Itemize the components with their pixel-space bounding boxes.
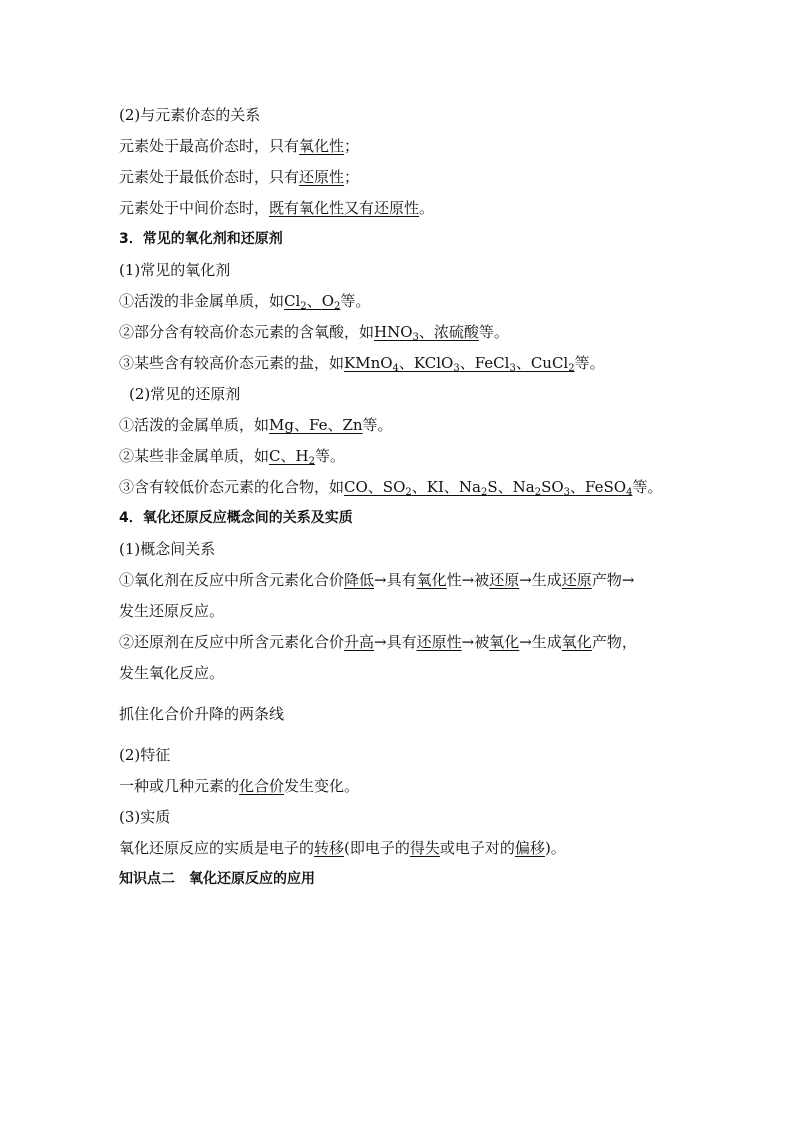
oxidant-item-3: ③某些含有较高价态元素的盐，如KMnO$_4$、KClO$_3$、FeCl$_3$、CuCl$_2$等。 bbox=[119, 354, 605, 374]
highest-valence-line: 元素处于最高价态时，只有氧化性； bbox=[119, 137, 360, 155]
essence-text: 氧化还原反应的实质是电子的转移(即电子的得失或电子对的偏移)。 bbox=[119, 839, 566, 857]
middle-valence-line: 元素处于中间价态时，既有氧化性又有还原性。 bbox=[119, 199, 435, 217]
reductant-item-3: ③含有较低价态元素的化合物，如CO、$SO_2$、KI、$Na_2S$、$Na_2SO_3$、FeSO$_4$等。 bbox=[119, 478, 663, 498]
essence-heading: (3)实质 bbox=[119, 808, 171, 826]
tip-line: 抓住化合价升降的两条线 bbox=[119, 705, 285, 723]
oxidant-concept-continuation: 发生还原反应。 bbox=[119, 602, 225, 620]
oxidants-heading: (1)常见的氧化剂 bbox=[119, 261, 231, 279]
knowledge2-heading: 知识点二 氧化还原反应的应用 bbox=[119, 871, 315, 887]
feature-heading: (2)特征 bbox=[119, 746, 171, 764]
section4-heading: 4．氧化还原反应概念间的关系及实质 bbox=[119, 510, 353, 526]
concepts-heading: (1)概念间关系 bbox=[119, 540, 216, 558]
document-page bbox=[119, 100, 699, 895]
section3-heading: 3．常见的氧化剂和还原剂 bbox=[119, 231, 283, 247]
reductant-concept-continuation: 发生氧化反应。 bbox=[119, 664, 225, 682]
oxidant-item-1: ①活泼的非金属单质，如$Cl_2$、$O_2$等。 bbox=[119, 292, 371, 312]
reductants-heading: (2)常见的还原剂 bbox=[129, 385, 241, 403]
reductant-item-2: ②某些非金属单质，如C、$H_2$等。 bbox=[119, 447, 345, 467]
oxidant-item-2: ②部分含有较高价态元素的含氧酸，如$HNO_3$、浓硫酸等。 bbox=[119, 323, 509, 343]
feature-text: 一种或几种元素的化合价发生变化。 bbox=[119, 777, 360, 795]
reductant-item-1: ①活泼的金属单质，如Mg、Fe、Zn等。 bbox=[119, 416, 393, 434]
oxidant-concept-line: ①氧化剂在反应中所含元素化合价降低→具有氧化性→被还原→生成还原产物→ bbox=[119, 571, 635, 589]
reductant-concept-line: ②还原剂在反应中所含元素化合价升高→具有还原性→被氧化→生成氧化产物， bbox=[119, 633, 637, 651]
lowest-valence-line: 元素处于最低价态时，只有还原性； bbox=[119, 168, 360, 186]
relation-heading: (2)与元素价态的关系 bbox=[119, 106, 261, 124]
